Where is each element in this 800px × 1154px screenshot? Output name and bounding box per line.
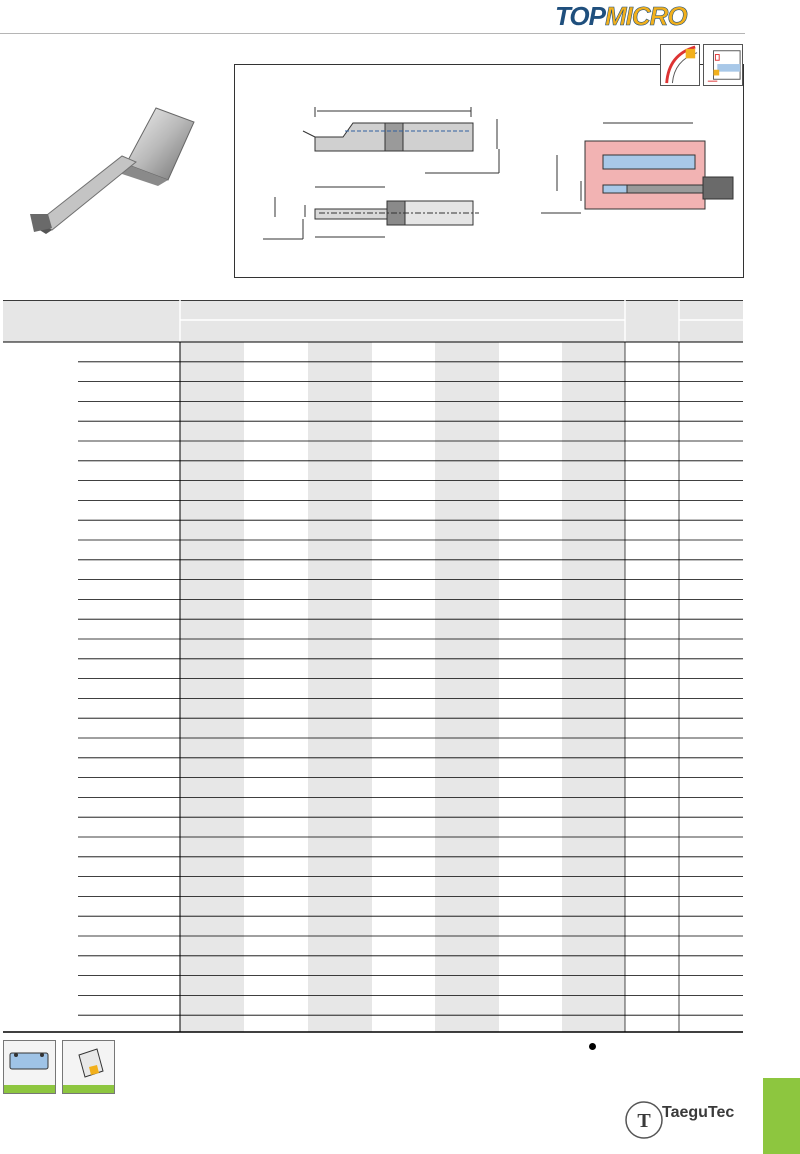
section-view-workpiece (541, 123, 733, 213)
legend-bullet (589, 1043, 596, 1050)
boring-bar-photo (18, 98, 218, 238)
insert-reference-icon[interactable] (3, 1040, 56, 1094)
brand-name: TaeguTec (662, 1104, 735, 1121)
top-view-bar (263, 187, 479, 239)
spec-table (3, 300, 743, 1033)
catalog-reference-icon[interactable] (62, 1040, 115, 1094)
table-rows (78, 362, 743, 1015)
insert-icon-graphic (4, 1041, 55, 1085)
svg-text:T: T (637, 1110, 651, 1132)
operation-icon (703, 44, 743, 86)
side-view-bar (303, 107, 499, 173)
catalog-icon-graphic (63, 1041, 114, 1085)
drawing-svg (235, 65, 743, 277)
technical-drawing (234, 64, 744, 278)
topmicro-logo (555, 1, 745, 31)
logo-text-micro: MICRO (604, 1, 687, 31)
table-header (3, 300, 743, 342)
section-tab[interactable] (763, 1078, 800, 1154)
internal-boring-icon (660, 44, 700, 86)
logo-text-top: TOP (555, 1, 605, 31)
header-divider (0, 33, 745, 34)
